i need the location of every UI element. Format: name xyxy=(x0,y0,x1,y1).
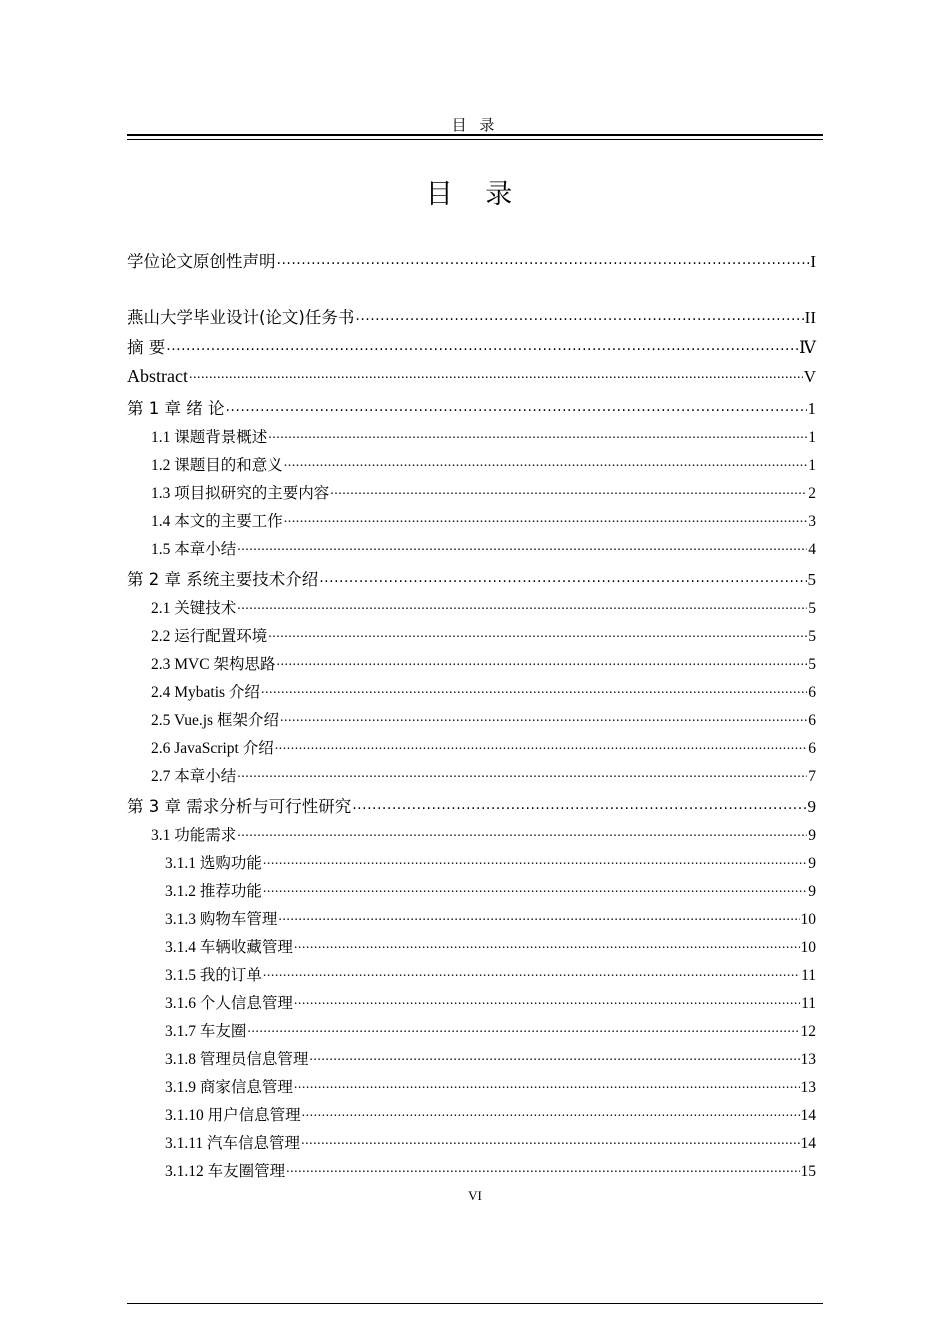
dot-leader xyxy=(263,881,807,897)
dot-leader xyxy=(284,455,807,471)
header-rule-thin xyxy=(127,139,823,140)
toc-entry-page-number: 5 xyxy=(808,628,816,645)
toc-entry-label: 2.1 关键技术 xyxy=(151,600,237,617)
toc-section-entry[interactable] xyxy=(165,935,816,961)
dot-leader xyxy=(247,1021,799,1037)
toc-section-entry[interactable] xyxy=(165,879,816,905)
toc-entry-page-number: 10 xyxy=(800,911,816,928)
toc-entry-label: Abstract xyxy=(127,366,188,386)
toc-entry-page-number: 2 xyxy=(808,485,816,502)
toc-entry-page-number: 10 xyxy=(800,939,816,956)
dot-leader xyxy=(275,738,808,754)
toc-entry-label: 1.2 课题目的和意义 xyxy=(151,457,283,474)
toc-chapter-entry[interactable] xyxy=(127,334,816,360)
toc-entry-page-number: 5 xyxy=(808,656,816,673)
toc-title: 目 录 xyxy=(425,179,525,210)
toc-entry-page-number: 9 xyxy=(808,855,816,872)
toc-section-entry[interactable] xyxy=(151,736,816,762)
toc-entry-page-number: 6 xyxy=(808,740,816,757)
toc-entry-label: 1.4 本文的主要工作 xyxy=(151,513,283,530)
toc-section-entry[interactable] xyxy=(165,1103,816,1129)
toc-entry-label: 3.1.12 车友圈管理 xyxy=(165,1163,286,1180)
toc-entry-label: 3.1.1 选购功能 xyxy=(165,855,262,872)
dot-leader xyxy=(330,483,807,499)
dot-leader xyxy=(355,307,803,324)
toc-entry-page-number: 11 xyxy=(801,995,816,1012)
toc-entry-label: 3.1.10 用户信息管理 xyxy=(165,1107,301,1124)
dot-leader xyxy=(294,937,800,953)
toc-section-entry[interactable] xyxy=(151,596,816,622)
dot-leader xyxy=(268,626,807,642)
dot-leader xyxy=(277,251,810,268)
toc-entry-label: 1.5 本章小结 xyxy=(151,541,237,558)
toc-entry-page-number: 13 xyxy=(800,1051,816,1068)
toc-section-entry[interactable] xyxy=(151,481,816,507)
toc-entry-label: 第 2 章 系统主要技术介绍 xyxy=(127,570,319,589)
page-number: VI xyxy=(468,1188,482,1203)
toc-section-entry[interactable] xyxy=(151,453,816,479)
toc-section-entry[interactable] xyxy=(151,425,816,451)
toc-section-entry[interactable] xyxy=(165,1159,816,1185)
toc-entry-page-number: 7 xyxy=(808,768,816,785)
toc-entry-label: 燕山大学毕业设计(论文)任务书 xyxy=(127,308,355,327)
toc-section-entry[interactable] xyxy=(165,1131,816,1157)
toc-section-entry[interactable] xyxy=(165,1047,816,1073)
toc-entry-label: 2.2 运行配置环境 xyxy=(151,628,268,645)
dot-leader xyxy=(237,825,807,841)
toc-entry-page-number: V xyxy=(803,367,816,386)
toc-entry-label: 2.3 MVC 架构思路 xyxy=(151,656,276,673)
toc-entry-page-number: 15 xyxy=(800,1163,816,1180)
dot-leader xyxy=(286,1161,799,1177)
toc-entry-page-number: I xyxy=(810,252,816,271)
toc-entry-page-number: 9 xyxy=(808,883,816,900)
toc-entry-page-number: 14 xyxy=(800,1135,816,1152)
toc-section-entry[interactable] xyxy=(151,680,816,706)
dot-leader xyxy=(352,796,806,813)
dot-leader xyxy=(225,398,806,415)
dot-leader xyxy=(276,654,807,670)
toc-entry-page-number: 4 xyxy=(808,541,816,558)
toc-entry-label: 3.1.8 管理员信息管理 xyxy=(165,1051,309,1068)
toc-entry-page-number: 6 xyxy=(808,684,816,701)
toc-entry-label: 1.1 课题背景概述 xyxy=(151,429,268,446)
toc-entry-page-number: 1 xyxy=(808,429,816,446)
toc-entry-page-number: 5 xyxy=(808,600,816,617)
toc-entry-label: 3.1.5 我的订单 xyxy=(165,967,262,984)
dot-leader xyxy=(261,682,807,698)
toc-entry-label: 学位论文原创性声明 xyxy=(127,252,276,271)
running-header: 目 录 xyxy=(451,116,499,134)
toc-section-entry[interactable] xyxy=(151,764,816,790)
toc-section-entry[interactable] xyxy=(151,509,816,535)
dot-leader xyxy=(294,1077,800,1093)
dot-leader xyxy=(309,1049,799,1065)
header-rule-thick xyxy=(127,134,823,136)
toc-entry-label: 1.3 项目拟研究的主要内容 xyxy=(151,485,330,502)
dot-leader xyxy=(319,569,806,586)
dot-leader xyxy=(263,853,807,869)
dot-leader xyxy=(284,511,807,527)
toc-entry-label: 第 1 章 绪 论 xyxy=(127,399,225,418)
toc-entry-label: 3.1.11 汽车信息管理 xyxy=(165,1135,301,1152)
toc-entry-label: 2.6 JavaScript 介绍 xyxy=(151,740,274,757)
toc-section-entry[interactable] xyxy=(151,708,816,734)
toc-entry-page-number: 13 xyxy=(800,1079,816,1096)
toc-section-entry[interactable] xyxy=(165,991,816,1017)
toc-section-entry[interactable] xyxy=(151,537,816,563)
dot-leader xyxy=(166,337,798,354)
toc-entry-page-number: 5 xyxy=(807,570,816,589)
toc-chapter-entry[interactable] xyxy=(127,248,816,274)
toc-entry-page-number: II xyxy=(804,308,816,327)
toc-section-entry[interactable] xyxy=(165,907,816,933)
toc-entry-label: 第 3 章 需求分析与可行性研究 xyxy=(127,797,352,816)
toc-section-entry[interactable] xyxy=(151,823,816,849)
dot-leader xyxy=(280,710,807,726)
toc-entry-page-number: 3 xyxy=(808,513,816,530)
dot-leader xyxy=(268,427,807,443)
toc-chapter-entry[interactable] xyxy=(127,566,816,592)
toc-entry-page-number: Ⅳ xyxy=(799,338,816,357)
toc-section-entry[interactable] xyxy=(165,963,816,989)
toc-chapter-entry[interactable] xyxy=(127,793,816,819)
toc-entry-label: 3.1.4 车辆收藏管理 xyxy=(165,939,293,956)
toc-entry-label: 3.1.9 商家信息管理 xyxy=(165,1079,293,1096)
toc-entry-page-number: 1 xyxy=(808,457,816,474)
toc-entry-label: 2.5 Vue.js 框架介绍 xyxy=(151,712,279,729)
toc-entry-label: 3.1 功能需求 xyxy=(151,827,237,844)
toc-entry-page-number: 6 xyxy=(808,712,816,729)
toc-section-entry[interactable] xyxy=(151,652,816,678)
dot-leader xyxy=(237,598,807,614)
toc-section-entry[interactable] xyxy=(165,1019,816,1045)
toc-entry-label: 3.1.3 购物车管理 xyxy=(165,911,278,928)
dot-leader xyxy=(237,539,807,555)
toc-entry-page-number: 1 xyxy=(807,399,816,418)
dot-leader xyxy=(189,364,803,382)
toc-chapter-entry[interactable] xyxy=(127,395,816,421)
toc-entry-label: 2.7 本章小结 xyxy=(151,768,237,785)
toc-chapter-entry[interactable] xyxy=(127,364,816,390)
dot-leader xyxy=(237,766,807,782)
dot-leader xyxy=(263,965,800,981)
toc-chapter-entry[interactable] xyxy=(127,304,816,330)
toc-section-entry[interactable] xyxy=(165,851,816,877)
toc-entry-page-number: 9 xyxy=(808,827,816,844)
toc-entry-page-number: 12 xyxy=(800,1023,816,1040)
toc-entry-page-number: 11 xyxy=(801,967,816,984)
dot-leader xyxy=(301,1133,799,1149)
toc-section-entry[interactable] xyxy=(151,624,816,650)
footer-rule xyxy=(127,1303,823,1304)
toc-entry-page-number: 14 xyxy=(800,1107,816,1124)
toc-section-entry[interactable] xyxy=(165,1075,816,1101)
toc-entry-page-number: 9 xyxy=(807,797,816,816)
dot-leader xyxy=(278,909,799,925)
dot-leader xyxy=(294,993,800,1009)
dot-leader xyxy=(302,1105,800,1121)
toc-entry-label: 3.1.7 车友圈 xyxy=(165,1023,247,1040)
toc-entry-label: 摘 要 xyxy=(127,338,166,357)
toc-entry-label: 3.1.2 推荐功能 xyxy=(165,883,262,900)
toc-entry-label: 3.1.6 个人信息管理 xyxy=(165,995,293,1012)
toc-entry-label: 2.4 Mybatis 介绍 xyxy=(151,684,260,701)
